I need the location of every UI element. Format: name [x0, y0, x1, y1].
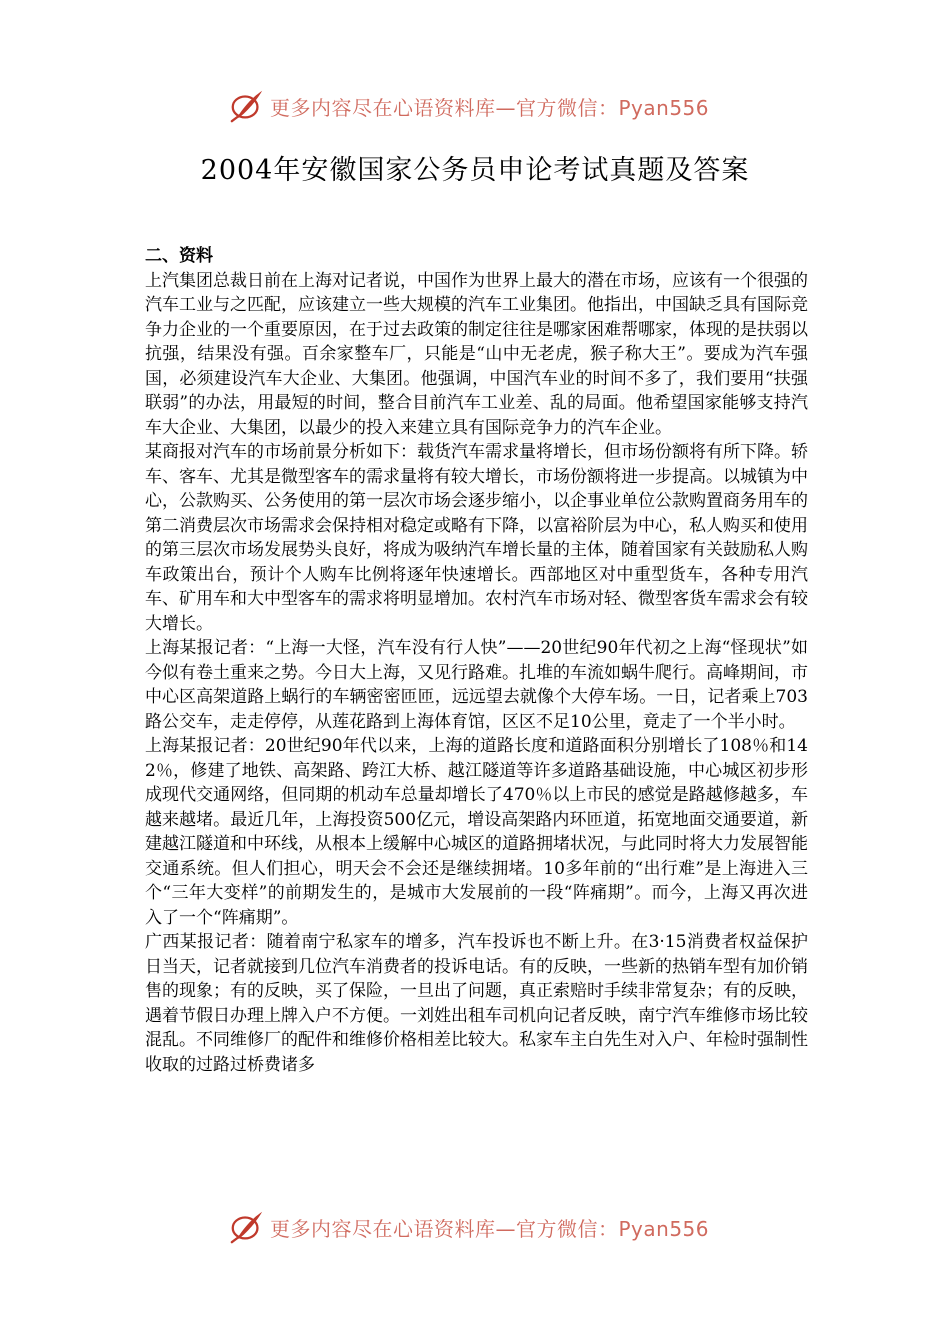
paragraph-4: 上海某报记者：20世纪90年代以来，上海的道路长度和道路面积分别增长了108％和142％，修建了地铁、高架路、跨江大桥、越江隧道等许多道路基础设施，中心城区初步形成现代交通网络，但同期的机动车总量却增长了470％以上市民的感觉是路越修越多，车越来越堵。最近几年，上海投资500亿元，增设高架路内环匝道，拓宽地面交通要道，新建越江隧道和中环线，从根本上缓解中心城区的道路拥堵状况，与此同时将大力发展智能交通系统。但人们担心，明天会不会还是继续拥堵。10多年前的“出行难”是上海进入三个“三年大变样”的前期发生的，是城市大发展前的一段“阵痛期”。而今，上海又再次进入了一个“阵痛期”。	[145, 736, 808, 928]
document-body	[145, 244, 808, 1077]
page-title: 2004年安徽国家公务员申论考试真题及答案	[200, 155, 750, 186]
paragraph-5: 广西某报记者：随着南宁私家车的增多，汽车投诉也不断上升。在3·15消费者权益保护日当天，记者就接到几位汽车消费者的投诉电话。有的反映，一些新的热销车型有加价销售的现象；有的反映，买了保险，一旦出了问题，真正索赔时手续非常复杂；有的反映，遇着节假日办理上牌入户不方便。一刘姓出租车司机向记者反映，南宁汽车维修市场比较混乱。不同维修厂的配件和维修价格相差比较大。私家车主白先生对入户、年检时强制性收取的过路过桥费诸多	[145, 932, 808, 1075]
paragraph-1: 上汽集团总裁日前在上海对记者说，中国作为世界上最大的潜在市场，应该有一个很强的汽车工业与之匹配，应该建立一些大规模的汽车工业集团。他指出，中国缺乏具有国际竞争力企业的一个重要原因，在于过去政策的制定往往是哪家困难帮哪家，体现的是扶弱以抗强，结果没有强。百余家整车厂，只能是“山中无老虎，猴子称大王”。要成为汽车强国，必须建设汽车大企业、大集团。他强调，中国汽车业的时间不多了，我们要用“扶强联弱”的办法，用最短的时间，整合目前汽车工业差、乱的局面。他希望国家能够支持汽车大企业、大集团，以最少的投入来建立具有国际竞争力的汽车企业。	[145, 270, 808, 438]
watermark-text: 更多内容尽在心语资料库—官方微信：Pyan556	[270, 1216, 710, 1241]
watermark-text: 更多内容尽在心语资料库—官方微信：Pyan556	[270, 95, 710, 120]
watermark-footer	[228, 1207, 709, 1247]
watermark-header	[228, 86, 709, 126]
section-heading: 二、资料	[145, 246, 213, 266]
paragraph-2: 某商报对汽车的市场前景分析如下：载货汽车需求量将增长，但市场份额将有所下降。轿车、客车、尤其是微型客车的需求量将有较大增长，市场份额将进一步提高。以城镇为中心，公款购买、公务使用的第一层次市场会逐步缩小，以企事业单位公款购置商务用车的第二消费层次市场需求会保持相对稳定或略有下降，以富裕阶层为中心，私人购买和使用的第三层次市场发展势头良好，将成为吸纳汽车增长量的主体，随着国家有关鼓励私人购车政策出台，预计个人购车比例将逐年快速增长。西部地区对中重型货车，各种专用汽车、矿用车和大中型客车的需求将明显增加。农村汽车市场对轻、微型客货车需求会有较大增长。	[145, 442, 808, 634]
quill-logo-icon	[228, 1208, 266, 1246]
quill-logo-icon	[228, 87, 266, 125]
paragraph-3: 上海某报记者：“上海一大怪，汽车没有行人快”——20世纪90年代初之上海“怪现状”如今似有卷土重来之势。今日大上海，又见行路难。扎堆的车流如蜗牛爬行。高峰期间，市中心区高架道路上蜗行的车辆密密匝匝，远远望去就像个大停车场。一日，记者乘上703路公交车，走走停停，从莲花路到上海体育馆，区区不足10公里，竟走了一个半小时。	[145, 638, 808, 732]
